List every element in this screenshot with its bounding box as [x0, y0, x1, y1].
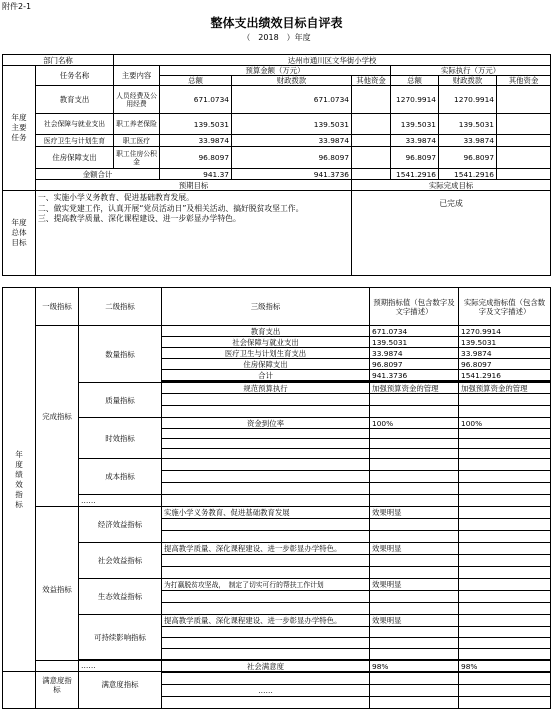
table-row [3, 459, 551, 471]
col-expected-value: 预期指标值（包含数字及文字描述） [370, 288, 459, 326]
task-content: 人员经费及公用经费 [114, 86, 160, 114]
level3-item: 为打赢脱贫攻坚战， 制定了切实可行的帮扶工作计划 [162, 579, 370, 591]
actual-total-sum: 1541.2916 [391, 169, 439, 180]
level3-item: 教育支出 [162, 326, 370, 337]
level3-item: 实施小学义务教育、促进基础教育发展 [162, 507, 370, 519]
benefit-indicator: 效益指标 [36, 507, 79, 672]
table-row [3, 615, 551, 627]
budget-fiscal: 33.9874 [232, 135, 352, 147]
actual-fiscal-header: 财政拨款 [439, 76, 497, 86]
level3-item: 合计 [162, 370, 370, 381]
actual-target-header: 实际完成目标 [352, 180, 551, 191]
overall-target-label: 年度 总体 目标 [3, 191, 36, 276]
satisfaction-level1: 满意度指标 [36, 661, 79, 709]
budget-total: 139.5031 [160, 114, 232, 135]
actual-other-header: 其他资金 [497, 76, 551, 86]
actual-target-text: 已完成 [352, 191, 551, 276]
actual-value: 139.5031 [459, 337, 551, 348]
actual-fiscal: 139.5031 [439, 114, 497, 135]
budget-other-sum [352, 169, 391, 180]
dept-value-cell [114, 55, 551, 66]
task-table [2, 54, 551, 276]
total-row [3, 169, 551, 180]
col-task-name: 任务名称 [36, 66, 114, 86]
table-row [3, 418, 551, 429]
expected-value: 96.8097 [370, 359, 459, 370]
actual-value: 1541.2916 [459, 370, 551, 381]
budget-total: 33.9874 [160, 135, 232, 147]
actual-value: 100% [459, 418, 551, 429]
actual-total-header: 总额 [391, 76, 439, 86]
actual-value [459, 615, 551, 627]
level3-item: 住房保障支出 [162, 359, 370, 370]
col-level3: 三级指标 [162, 288, 370, 326]
total-label: 金额合计 [36, 169, 160, 180]
completion-indicator: 完成指标 [36, 326, 79, 507]
level3-item: 社会保障与就业支出 [162, 337, 370, 348]
quantity-indicator: 数量指标 [79, 326, 162, 383]
expected-value: 33.9874 [370, 348, 459, 359]
table-row [3, 661, 551, 673]
level3-item: 社会满意度 [162, 661, 370, 673]
actual-other [497, 147, 551, 169]
actual-value: 98% [459, 661, 551, 673]
ellipsis-cell: …… [79, 660, 162, 672]
dept-value: 达州市通川区文华街小学校 [287, 55, 377, 65]
actual-header: 实际执行（万元） [391, 66, 551, 76]
expected-value: 加强预算资金的管理 [370, 383, 459, 394]
expected-target-header: 预期目标 [36, 180, 352, 191]
table-row [3, 507, 551, 519]
social-benefit-indicator: 社会效益指标 [79, 543, 162, 579]
budget-other [352, 135, 391, 147]
level3-item: 提高教学质量、深化课程建设、进一步彰显办学特色。 [162, 615, 370, 627]
actual-fiscal: 1270.9914 [439, 86, 497, 114]
actual-value [459, 543, 551, 555]
ellipsis-cell: …… [79, 495, 162, 507]
budget-other [352, 147, 391, 169]
dept-label-cell [3, 55, 114, 66]
budget-other-header: 其他资金 [352, 76, 391, 86]
level3-item: 医疗卫生与计划生育支出 [162, 348, 370, 359]
expected-value: 效果明显 [370, 615, 459, 627]
task-content: 职工医疗 [114, 135, 160, 147]
indicator-label-continued [3, 661, 36, 709]
quality-indicator: 质量指标 [79, 383, 162, 418]
task-content: 职工养老保险 [114, 114, 160, 135]
ellipsis-cell: …… [162, 685, 370, 697]
actual-value: 加强预算资金的管理 [459, 383, 551, 394]
indicator-table [2, 287, 551, 672]
budget-other [352, 114, 391, 135]
actual-fiscal-sum: 1541.2916 [439, 169, 497, 180]
actual-other [497, 114, 551, 135]
satisfaction-level2: 满意度指标 [79, 661, 162, 709]
actual-value [459, 579, 551, 591]
col-level2: 二级指标 [79, 288, 162, 326]
actual-value: 96.8097 [459, 359, 551, 370]
actual-value: 1270.9914 [459, 326, 551, 337]
expected-value: 100% [370, 418, 459, 429]
col-level1: 一级指标 [36, 288, 79, 326]
budget-total-header: 总额 [160, 76, 232, 86]
expected-value: 效果明显 [370, 579, 459, 591]
budget-fiscal: 96.8097 [232, 147, 352, 169]
table-row [3, 543, 551, 555]
attachment-number: 附件2-1 [2, 2, 32, 11]
actual-total: 1270.9914 [391, 86, 439, 114]
col-actual-value: 实际完成指标值（包含数字及文字描述） [459, 288, 551, 326]
ecological-benefit-indicator: 生态效益指标 [79, 579, 162, 615]
budget-fiscal: 139.5031 [232, 114, 352, 135]
actual-fiscal: 33.9874 [439, 135, 497, 147]
budget-other [352, 86, 391, 114]
budget-total: 671.0734 [160, 86, 232, 114]
budget-total: 96.8097 [160, 147, 232, 169]
expected-value: 671.0734 [370, 326, 459, 337]
dept-label: 部门名称 [43, 55, 73, 65]
task-name: 住房保障支出 [36, 147, 114, 169]
level3-item: 资金到位率 [162, 418, 370, 429]
table-row [3, 495, 551, 507]
actual-total: 96.8097 [391, 147, 439, 169]
budget-fiscal-header: 财政拨款 [232, 76, 352, 86]
task-name: 教育支出 [36, 86, 114, 114]
level3-item: 提高教学质量、深化课程建设、进一步彰显办学特色。 [162, 543, 370, 555]
budget-header: 预算金额（万元） [160, 66, 391, 76]
table-row [3, 383, 551, 394]
form-title: 整体支出绩效目标自评表 [210, 16, 343, 30]
budget-total-sum: 941.37 [160, 169, 232, 180]
actual-total: 33.9874 [391, 135, 439, 147]
timeliness-indicator: 时效指标 [79, 418, 162, 459]
task-content: 职工住房公积金 [114, 147, 160, 169]
task-name: 医疗卫生与计划生育 [36, 135, 114, 147]
expected-value: 98% [370, 661, 459, 673]
sustainable-impact-indicator: 可持续影响指标 [79, 615, 162, 660]
actual-fiscal: 96.8097 [439, 147, 497, 169]
table-row [3, 135, 551, 147]
expected-value: 效果明显 [370, 507, 459, 519]
table-row [3, 326, 551, 337]
expected-value: 效果明显 [370, 543, 459, 555]
actual-other-sum [497, 169, 551, 180]
budget-fiscal: 671.0734 [232, 86, 352, 114]
budget-fiscal-sum: 941.3736 [232, 169, 352, 180]
actual-other [497, 135, 551, 147]
actual-total: 139.5031 [391, 114, 439, 135]
actual-value: 33.9874 [459, 348, 551, 359]
task-name: 社会保障与就业支出 [36, 114, 114, 135]
table-row [3, 86, 551, 114]
expected-target-text: 一、实施小学义务教育、促进基础教育发展。 二、做实党建工作，认真开展“党员活动日”及相关活动、搞好脱贫攻坚工作。 三、提高教学质量、深化课程建设、进一步彰显办学特色。 [36, 191, 352, 276]
table-row [3, 114, 551, 135]
actual-value [459, 507, 551, 519]
annual-indicator-label: 年 度 绩 效 指 标 [3, 288, 36, 672]
economic-benefit-indicator: 经济效益指标 [79, 507, 162, 543]
col-main-content: 主要内容 [114, 66, 160, 86]
cost-indicator: 成本指标 [79, 459, 162, 495]
table-row [3, 579, 551, 591]
annual-task-label: 年度 主要 任务 [3, 66, 36, 191]
actual-other [497, 86, 551, 114]
satisfaction-table [2, 660, 551, 709]
expected-value: 139.5031 [370, 337, 459, 348]
level3-item: 规范预算执行 [162, 383, 370, 394]
table-row [3, 147, 551, 169]
year-line: （ 2018 ）年度 [242, 33, 311, 42]
expected-value: 941.3736 [370, 370, 459, 381]
